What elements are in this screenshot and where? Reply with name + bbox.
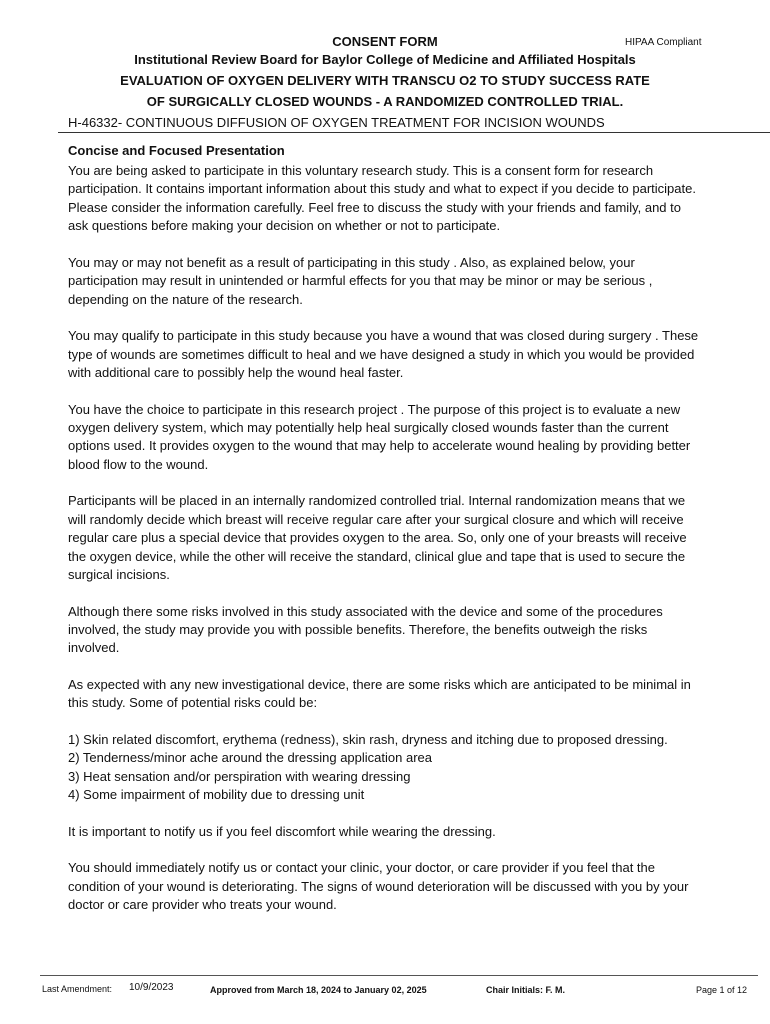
approval-period: Approved from March 18, 2024 to January 02, 2025	[210, 985, 427, 995]
footer-divider	[40, 975, 758, 976]
form-title: CONSENT FORM	[332, 34, 438, 49]
header-divider	[58, 132, 770, 133]
document-body	[68, 162, 700, 933]
institution-name: Institutional Review Board for Baylor College of Medicine and Affiliated Hospitals	[134, 52, 636, 67]
paragraph: You are being asked to participate in this voluntary research study. This is a consent form for research participation. It contains important information about this study and what to expect if you decide to participate. Please consider the information carefully. Feel free to discuss the study with your friends and family, and to ask questions before making your decision on whether or not to participate.	[68, 163, 696, 234]
paragraph: You may or may not benefit as a result of participating in this study . Also, as explained below, your participation may result in unintended or harmful effects for you that may be minor or may be serious , depending on the nature of the research.	[68, 254, 653, 307]
last-amendment-label: Last Amendment:	[42, 984, 113, 994]
hipaa-compliance-label: HIPAA Compliant	[625, 37, 702, 48]
study-title-line-1: EVALUATION OF OXYGEN DELIVERY WITH TRANSCU O2 TO STUDY SUCCESS RATE	[120, 73, 650, 88]
study-title-line-2: OF SURGICALLY CLOSED WOUNDS - A RANDOMIZED CONTROLLED TRIAL.	[146, 94, 624, 109]
protocol-number: H-46332- CONTINUOUS DIFFUSION OF OXYGEN TREATMENT FOR INCISION WOUNDS	[68, 115, 605, 130]
risk-item: 1) Skin related discomfort, erythema (redness), skin rash, dryness and itching due to proposed dressing.	[68, 732, 668, 748]
paragraph: You have the choice to participate in this research project . The purpose of this project is to evaluate a new oxygen delivery system, which may potentially help heal surgically closed wounds faster than the current options used. It provides oxygen to the wound that may help to accelerate wound healing by providing better blood flow to the wound.	[68, 401, 691, 472]
risk-item: 4) Some impairment of mobility due to dressing unit	[68, 787, 365, 803]
paragraph: You may qualify to participate in this study because you have a wound that was closed during surgery . These type of wounds are sometimes difficult to heal and we have designed a study in which you would be provided with additional care to possibly help the wound heal faster.	[68, 328, 699, 381]
page-number: Page 1 of 12	[696, 985, 748, 995]
risk-item: 2) Tenderness/minor ache around the dressing application area	[68, 750, 432, 766]
paragraph: Although there some risks involved in this study associated with the device and some of the procedures involved, the study may provide you with possible benefits. Therefore, the benefits outweigh the risks involved.	[68, 603, 663, 656]
risk-item: 3) Heat sensation and/or perspiration with wearing dressing	[68, 768, 411, 784]
paragraph: As expected with any new investigational device, there are some risks which are anticipated to be minimal in this study. Some of potential risks could be:	[68, 677, 691, 711]
paragraph: It is important to notify us if you feel discomfort while wearing the dressing.	[68, 823, 496, 839]
chair-initials: Chair Initials: F. M.	[486, 985, 566, 995]
section-heading: Concise and Focused Presentation	[68, 143, 285, 158]
spacer	[68, 805, 700, 823]
paragraph: You should immediately notify us or contact your clinic, your doctor, or care provider if you feel that the condition of your wound is deteriorating. The signs of wound deterioration will be discussed with you by your doctor or care provider who treats your wound.	[68, 860, 689, 913]
last-amendment-date: 10/9/2023	[129, 982, 174, 993]
paragraph: Participants will be placed in an internally randomized controlled trial. Internal randomization means that we will randomly decide which breast will receive regular care after your surgical closure and which will receive regular care plus a special device that provides oxygen to the area. So, only one of your breasts will receive the oxygen device, while the other will receive the standard, clinical glue and tape that is used to secure the surgical incisions.	[68, 493, 687, 583]
